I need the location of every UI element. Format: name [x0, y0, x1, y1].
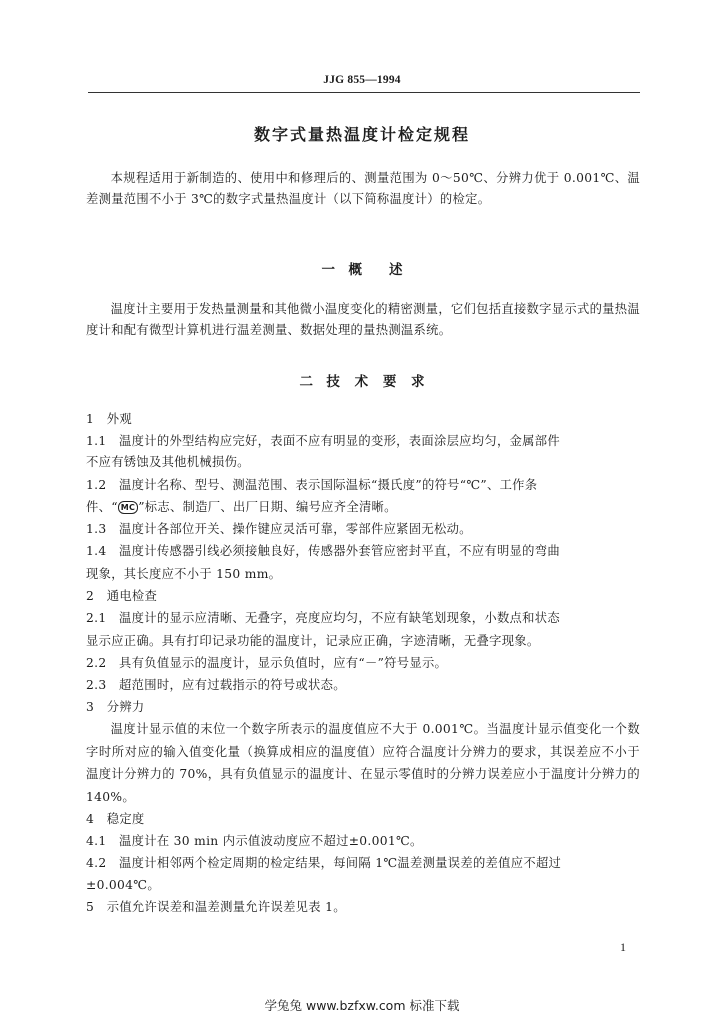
clause-4-2-line2: ±0.004℃。	[86, 878, 160, 892]
clause-1-3: 1.3 温度计各部位开关、操作键应灵活可靠，零部件应紧固无松动。	[86, 522, 472, 536]
page-number: 1	[620, 940, 626, 954]
clause-2-1-line1: 2.1 温度计的显示应清晰、无叠字，亮度应均匀，不应有缺笔划现象，小数点和状态	[86, 611, 560, 625]
clause-1-2-line2-post: ”标志、制造厂、出厂日期、编号应齐全清晰。	[138, 500, 397, 514]
clause-4-heading: 4 稳定度	[86, 812, 145, 826]
footer-watermark: 学兔兔 www.bzfxw.com 标准下载	[264, 998, 460, 1013]
clause-1-4-line1: 1.4 温度计传感器引线必须接触良好，传感器外套管应密封平直，不应有明显的弯曲	[86, 544, 560, 558]
clause-1-heading: 1 外观	[86, 412, 132, 426]
section-heading-tech-requirements: 二 技 术 要 求	[299, 374, 425, 390]
overview-paragraph: 温度计主要用于发热量测量和其他微小温度变化的精密测量，它们包括直接数字显示式的量热温度计和配有微型计算机进行温差测量、数据处理的量热测温系统。	[86, 302, 640, 337]
mc-metrology-logo: MC	[118, 501, 138, 514]
clause-1-4-line2: 现象，其长度应不小于 150 mm。	[86, 567, 282, 581]
clause-1-2-line2-pre: 件、“	[86, 500, 118, 514]
section-heading-overview: 一 概 述	[321, 262, 403, 278]
clause-2-3: 2.3 超范围时，应有过载指示的符号或状态。	[86, 678, 346, 692]
clause-2-2: 2.2 具有负值显示的温度计，显示负值时，应有“－”符号显示。	[86, 656, 448, 670]
header-rule	[88, 92, 640, 93]
clause-2-heading: 2 通电检查	[86, 589, 158, 603]
clause-5: 5 示值允许误差和温差测量允许误差见表 1。	[86, 900, 346, 914]
clause-4-1: 4.1 温度计在 30 min 内示值波动度应不超过±0.001℃。	[86, 834, 423, 848]
clause-3-paragraph: 温度计显示值的末位一个数字所表示的温度值应不大于 0.001℃。当温度计显示值变化一个数字时所对应的输入值变化量（换算成相应的温度值）应符合温度计分辨力的要求，其误差应不小于温度计分辨力的 70%，具有负值显示的温度计、在显示零值时的分辨力误差应小于温度计分辨力的 140%。	[86, 722, 640, 804]
clause-1-2-line2	[86, 497, 640, 518]
clause-2-1-line2: 显示应正确。具有打印记录功能的温度计，记录应正确，字迹清晰，无叠字现象。	[86, 634, 540, 648]
document-code-header: JJG 855—1994	[323, 74, 401, 86]
clause-1-1-line1: 1.1 温度计的外型结构应完好，表面不应有明显的变形，表面涂层应均匀，金属部件	[86, 434, 560, 448]
intro-paragraph: 本规程适用于新制造的、使用中和修理后的、测量范围为 0～50℃、分辨力优于 0.001℃、温差测量范围不小于 3℃的数字式量热温度计（以下简称温度计）的检定。	[86, 171, 640, 206]
clause-4-2-line1: 4.2 温度计相邻两个检定周期的检定结果，每间隔 1℃温差测量误差的差值应不超过	[86, 856, 562, 870]
clause-1-1-line2: 不应有锈蚀及其他机械损伤。	[86, 455, 250, 469]
clause-1-2-line1: 1.2 温度计名称、型号、测温范围、表示国际温标“摄氏度”的符号“℃”、工作条	[86, 478, 538, 492]
document-title: 数字式量热温度计检定规程	[253, 125, 470, 144]
clause-3-heading: 3 分辨力	[86, 700, 145, 714]
